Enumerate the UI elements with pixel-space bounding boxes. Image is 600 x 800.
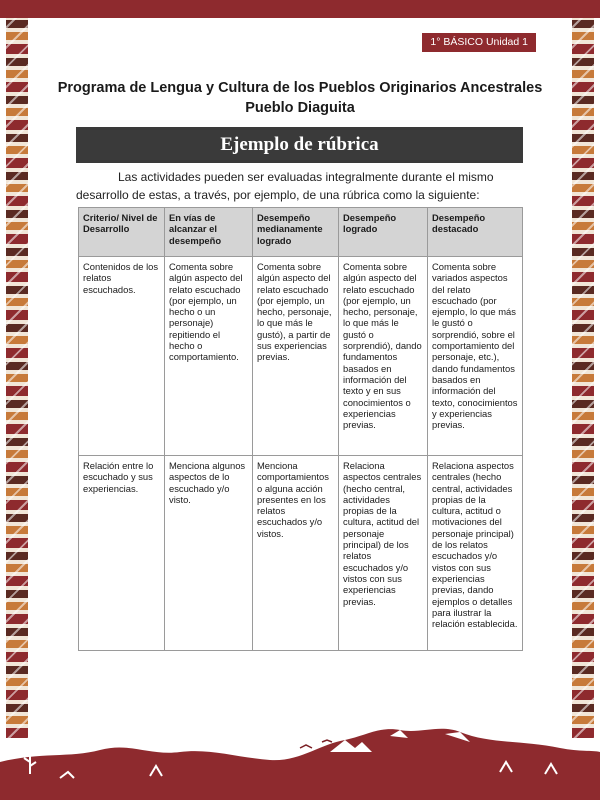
table-cell: Menciona comportamientos o alguna acción presentes en los relatos escuchados y/o vistos. xyxy=(253,456,339,651)
table-row xyxy=(79,456,523,651)
mountain-silhouette xyxy=(0,729,600,800)
header-level-1: En vías de alcanzar el desempeño xyxy=(165,208,253,257)
rubric-header-row xyxy=(79,208,523,257)
table-row xyxy=(79,257,523,456)
left-decorative-border xyxy=(6,18,28,738)
program-title: Programa de Lengua y Cultura de los Pueblos Originarios Ancestrales xyxy=(57,80,543,96)
intro-paragraph: Las actividades pueden ser evaluadas integralmente durante el mismo desarrollo de estas, a través, por ejemplo, de una rúbrica como la siguiente: xyxy=(76,170,494,202)
table-cell: Comenta sobre algún aspecto del relato escuchado (por ejemplo, un hecho, personaje, lo que más le gustó o sorprendió), dando fundamentos basados en información del texto y en sus conocimientos o experiencias previas. xyxy=(339,257,428,456)
header-level-3: Desempeño logrado xyxy=(339,208,428,257)
header-level-4: Desempeño destacado xyxy=(428,208,523,257)
table-cell: Comenta sobre variados aspectos del relato escuchado (por ejemplo, lo que más le gustó o sorprendió, sobre el comportamiento del personaje, etc.), dando fundamentos basados en información del texto, conocimientos y experiencias previas. xyxy=(428,257,523,456)
unit-badge: 1° BÁSICO Unidad 1 xyxy=(422,33,536,52)
header-criterion: Criterio/ Nivel de Desarrollo xyxy=(79,208,165,257)
table-cell: Relaciona aspectos centrales (hecho central, actividades propias de la cultura, actitud o motivaciones del personaje principal) de los relatos escuchados y/o vistos con sus experiencias previas, dando ejemplos o detalles para ilustrar la relación establecida. xyxy=(428,456,523,651)
table-cell: Relación entre lo escuchado y sus experiencias. xyxy=(79,456,165,651)
table-cell: Relaciona aspectos centrales (hecho central, actividades propias de la cultura, actitud del personaje principal) de los relatos escuchados y/o vistos con sus experiencias previas. xyxy=(339,456,428,651)
header-level-2: Desempeño medianamente logrado xyxy=(253,208,339,257)
table-cell: Comenta sobre algún aspecto del relato escuchado (por ejemplo, un hecho, personaje, lo que más le gustó), a partir de sus experiencias previas. xyxy=(253,257,339,456)
rubric-table xyxy=(78,207,523,651)
section-title-banner: Ejemplo de rúbrica xyxy=(76,127,523,163)
people-title: Pueblo Diaguita xyxy=(245,100,355,116)
table-cell: Contenidos de los relatos escuchados. xyxy=(79,257,165,456)
landscape-illustration xyxy=(0,722,600,800)
table-cell: Comenta sobre algún aspecto del relato escuchado (por ejemplo, un hecho o un personaje) repitiendo el hecho o comportamiento. xyxy=(165,257,253,456)
table-cell: Menciona algunos aspectos de lo escuchado y/o visto. xyxy=(165,456,253,651)
top-bar xyxy=(0,0,600,18)
right-decorative-border xyxy=(572,18,594,738)
